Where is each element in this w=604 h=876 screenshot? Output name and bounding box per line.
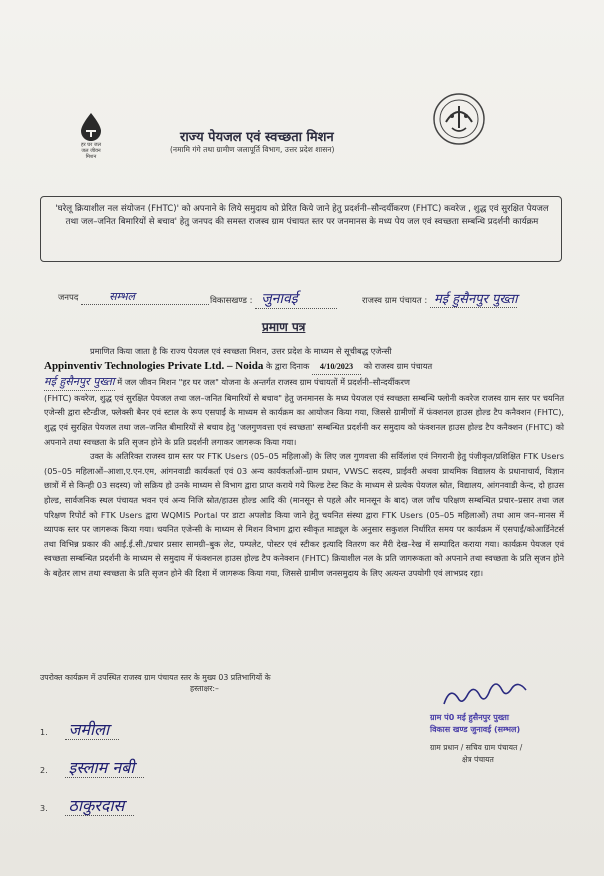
signature-name: ठाकुरदास: [65, 796, 135, 816]
signature-name: जमीला: [65, 720, 120, 740]
district-value: सम्भल: [81, 289, 209, 305]
agency-name: Appinventiv Technologies Private Ltd. – Noida: [44, 359, 264, 372]
signature-number: 2.: [40, 766, 48, 775]
body-line-2-end: को राजस्व ग्राम पंचायत: [363, 360, 433, 371]
panchayat-value: मई हुसैनपुर पुख्ता: [430, 289, 517, 308]
signature-item: [40, 794, 134, 816]
closing-text: [40, 672, 271, 694]
panchayat-field: राजस्व ग्राम पंचायत : मई हुसैनपुर पुख्ता: [362, 289, 517, 308]
signature-name: इस्लाम नबी: [65, 758, 145, 778]
pradhan-signature-scrawl: [440, 680, 540, 712]
seal-line-2: विकास खण्ड जुनावई (सम्भल): [430, 725, 521, 734]
har-ghar-jal-logo: [76, 112, 106, 160]
body-line-3-text: में जल जीवन मिशन "हर घर जल" योजना के अन्तर्गत राजस्व ग्राम पंचायतों में प्रदर्शनी–सौन्दर्यीकरण: [117, 377, 410, 388]
handwritten-panchayat: मई हुसैनपुर पुख्ता: [44, 375, 115, 391]
program-date: 4/10/2023: [312, 360, 361, 376]
block-field: विकासखण्ड : जुनावई: [210, 289, 337, 309]
closing-line-2: हस्ताक्षर:–: [190, 684, 219, 693]
body-line-3: [44, 375, 564, 391]
signature-item: [40, 756, 144, 778]
seal-line-1: ग्राम पं0 मई हुसैनपुर पुख्ता: [430, 713, 509, 722]
block-label: विकासखण्ड: [210, 296, 247, 306]
program-topic-text: 'घरेलू क्रियाशील नल संयोजन (FHTC)' को अपनाने के लिये समुदाय को प्रेरित किये जाने हेतु प्रदर्शनी–सौन्दर्यीकरण (FHTC) कवरेज , शुद्ध एवं सुरक्षित पेयजल तथा जल–जनित बिमारियों से बचाव' हेतु जनपद की समस्त राजस्व ग्राम पंचायत स्तर पर जनमानस के मध्य पेय जल एवं स्वच्छता सम्बन्धि प्रदर्शनी कार्यक्रम: [55, 204, 549, 227]
district-label: जनपद: [58, 293, 79, 303]
program-topic-box: [40, 196, 562, 262]
signature-number: 1.: [40, 728, 48, 737]
up-government-emblem-icon: [432, 92, 486, 146]
certificate-body: [44, 344, 564, 581]
body-paragraph-1: (FHTC) कवरेज, शुद्ध एवं सुरक्षित पेयजल तथा जल–जनित बिमारियों से बचाव" हेतु जनमानस के मध्य पेयजल एवं स्वच्छता सम्बन्धि फ्लोनी कवरेज राजस्व ग्राम स्तर पर चयनित एजेन्सी द्वारा स्टैन्डीज, फ्लेक्सी बैनर एवं स्टाल के रूप एसपाईं के माध्यम से कार्यक्रम का आयोजन किया गया, जिससे ग्रामीणों में फंक्शनल हाउस होल्ड टैप कनैक्शन (FHTC), शुद्ध एवं सुरक्षित पेयजल तथा जल–जनित बीमारियों से बचाव हेतु 'जलगुणवत्ता एवं स्वच्छता' सम्बन्धित प्रदर्शनी कर समुदाय को फंक्शनल हाउस होल्ड टैप कनैक्शन (FHTC) को अपनाने तथा स्वच्छता के प्रति सृजन होने के प्रति प्रदर्शनी लगाकर जागरूक किया गया।: [44, 392, 564, 447]
body-line-2: [44, 359, 564, 376]
water-drop-icon: [78, 112, 104, 142]
role-line-2: क्षेत्र पंचायत: [462, 755, 494, 764]
block-value: जुनावई: [255, 289, 337, 309]
district-field: [58, 289, 209, 305]
body-paragraph-2: उक्त के अतिरिक्त राजस्व ग्राम स्तर पर FTK Users (05–05 महिलाओं) के लिए जल गुणवत्ता की सर्विलांश एवं निगरानी हेतु पंजीकृत/प्रशिक्षित FTK Users (05–05 महिलाओं–आशा,ए.एन.एम, आंगनवाडी कार्यकर्ता एवं 03 अन्य कार्यकर्ताओं–ग्राम प्रधान, VWSC सदस्य, प्राईवरी अथवा प्राथमिक विद्यालय के प्रधानाचार्य, विज्ञान छात्रों में से किन्ही 03 सदस्य) जो सक्रिय हो उनके माध्यम से विभाग द्वारा प्राप्त कराये गये फिल्ड टेस्ट किट के माध्यम से प्रत्येक पेयजल स्रोत, विद्यालय, आंगनवाडी केन्द, दो हाउस होल्ड, सार्वजनिक स्थल पंचायत भवन एवं अन्य निजि स्रोत/हाउस होल्ड आदि की (मानसून से पहले और मानसून के बाद) जल जाँच परिक्षण सम्बन्धित प्रचार–प्रसार तथा जल परिक्षण रिपोर्ट को FTK Users द्वारा WQMIS Portal पर डाटा अपलोड किया जाने हेतु चयनित संस्था द्वारा FTK Users (05–05 महिलाओं) तथा आम जन–मानस में व्यापक स्तर पर जागरूक किया गया। चयनित एजेन्सी के माध्यम से मिशन विभाग द्वारा स्वीकृत माड्यूल के अनुसार सकुशल निर्धारित समय पर कार्यक्रम में एसपाईं/कोआर्डिनेटर्स तथा विभिन्न प्रकार की आई.ई.सी./प्रचार प्रसार सामग्री–बुक लेट, पम्पलेट, पोस्टर एवं स्टीकर इत्यादि वितरण कर मैरी देख–रेख में सम्पादित कराया गया। कार्यक्रम पेयजल एवं स्वच्छता सम्बन्धित प्रदर्शनी के माध्यम से समुदाय में फंक्शनल हाउस होल्ड टैप कनेक्शन (FHTC) क्रियाशील नल के प्रति जागरूकता को अपनाने तथा स्वच्छता के प्रति सृजन होने के बहेतर लाभ तथा स्वच्छता के प्रति सृजन होने की दिशा में जागरूक किया गया, जिससे ग्रामीण जनसमुदाय के लिए अत्यन्त उपयोगी एवं लाभप्रद रहा।: [44, 451, 564, 578]
signature-item: [40, 718, 119, 740]
body-line-1: प्रमाणित किया जाता है कि राज्य पेयजल एवं स्वच्छता मिशन, उत्तर प्रदेश के माध्यम से सूचीबद्ध एजेन्सी: [90, 346, 392, 356]
certificate-title: प्रमाण पत्र: [262, 320, 306, 334]
closing-line-1: उपरोक्त कार्यक्रम में उपस्थित राजस्व ग्राम पंचायत स्तर के मुख्य 03 प्रतिभागियों के: [40, 673, 271, 682]
role-line-1: ग्राम प्रधान / सचिव ग्राम पंचायत /: [430, 743, 523, 752]
panchayat-label: राजस्व ग्राम पंचायत: [362, 296, 422, 306]
mission-title: राज्य पेयजल एवं स्वच्छता मिशन: [180, 130, 334, 145]
pradhan-seal: [430, 712, 520, 736]
logo-caption: हर घर जल जल जीवन मिशन: [81, 142, 101, 160]
mission-subtitle: (नमामि गंगे तथा ग्रामीण जलापूर्ति विभाग, उत्तर प्रदेश शासन): [170, 145, 335, 154]
pradhan-role: [430, 742, 522, 766]
body-line-2-mid: के द्वारा दिनाक: [266, 360, 310, 371]
signature-number: 3.: [40, 804, 48, 813]
